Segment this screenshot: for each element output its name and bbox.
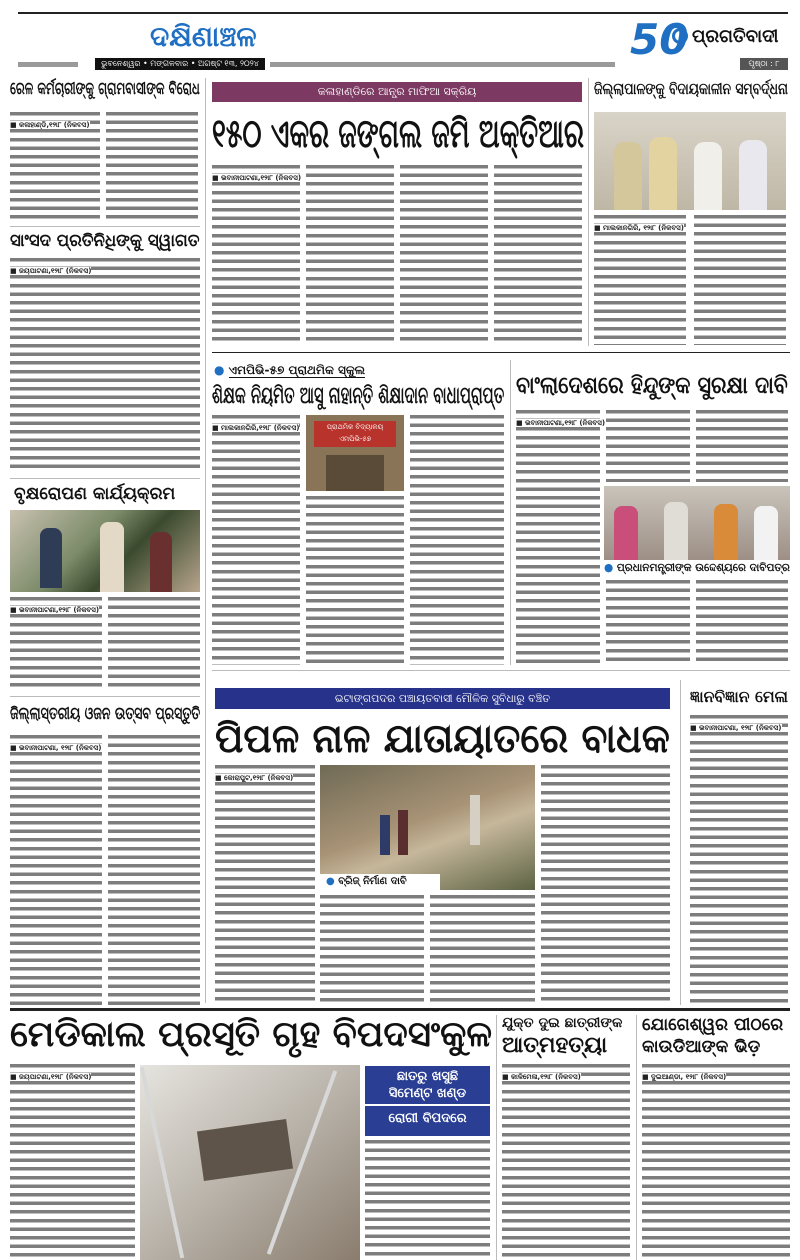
tree-headline: ବୃକ୍ଷରୋପଣ କାର୍ଯ୍ୟକ୍ରମ: [14, 484, 176, 504]
stream-caption: [320, 874, 440, 890]
bangladesh-body-col3: [696, 410, 788, 482]
person-figure: [714, 504, 738, 560]
bangladesh-body-col5: [696, 580, 788, 665]
stream-headline: ପିପଳ ନାଳ ଯାତାୟାତରେ ବାଧକ: [215, 716, 670, 762]
collector-headline: ଜିଲ୍ଲାପାଳଙ୍କୁ ବିଦାୟକାଳୀନ ସମ୍ବର୍ଦ୍ଧନା: [594, 79, 788, 98]
forest-body-col3: [400, 165, 488, 345]
stream-kicker: ଭଟାଙ୍ଗପଦର ପଞ୍ଚାୟତବାସୀ ମୌଳିକ ସୁବିଧାରୁ ବଞ୍ଚିତ: [215, 688, 670, 709]
medical-byline: ■ ଜୟପାଟଣା,୧୨ା୮ (ନିକବସ): [10, 1073, 92, 1081]
tree-planting-photo: [10, 510, 200, 592]
box-line3: ରୋଗୀ ବିପଦରେ: [365, 1104, 490, 1127]
bangladesh-body-col4: [606, 580, 690, 665]
forest-headline: ୧୫୦ ଏକର ଜଙ୍ଗଲ ଜମି ଅକ୍ତିଆର: [212, 111, 584, 157]
ceiling-damage-photo: [140, 1065, 360, 1260]
column-divider: [510, 360, 511, 665]
stream-body-col1: [215, 765, 315, 1005]
mp-headline: ସାଂସଦ ପ୍ରତିନିଧିଙ୍କୁ ସ୍ୱାଗତ: [10, 231, 200, 251]
school-door: [326, 455, 384, 491]
section-title: ଦକ୍ଷିଣାଞ୍ଚଳ: [150, 20, 257, 53]
teacher-body-col1: [212, 415, 300, 665]
box-line2: ସିମେଣ୍ଟ ଖଣ୍ଡ: [388, 1086, 467, 1101]
date-bar-left: [18, 62, 78, 67]
bullet-icon: ●: [604, 561, 617, 574]
collector-body-col2: [694, 215, 786, 345]
teacher-body-col2: [306, 496, 404, 666]
tree-body-col1: [10, 597, 102, 689]
stream-body-col3: [430, 895, 535, 1005]
teacher-byline: ■ ମାଲକାନଗିରି,୧୨ା୮ (ନିକବସ): [212, 424, 300, 432]
date-bar-right: [270, 62, 615, 67]
divider: [212, 670, 790, 671]
stream-caption-text: ବ୍ରିଜ୍ ନିର୍ମାଣ ଦାବି: [338, 876, 407, 887]
protest-photo: [604, 486, 790, 560]
school-photo: [306, 415, 404, 491]
logo-anniversary-badge: 50: [630, 15, 689, 64]
divider: [10, 696, 200, 697]
protest-caption-text: ପ୍ରଧାନମନ୍ତ୍ରୀଙ୍କ ଉଦ୍ଦେଶ୍ୟରେ ଦାବିପତ୍ର: [616, 561, 790, 574]
person-figure: [470, 795, 480, 845]
festival-byline: ■ ଭବାନୀପାଟଣା, ୧୨ା୮ (ନିକବସ): [10, 744, 102, 752]
dateline: ଭୁବନେଶ୍ୱର • ମଙ୍ଗଳବାର • ଅଗଷ୍ଟ ୧୩, ୨୦୨୪: [95, 58, 265, 70]
ceiling-rail: [140, 1067, 184, 1259]
science-body: [690, 715, 788, 1005]
festival-body-col2: [108, 735, 200, 1005]
protest-caption: [604, 562, 790, 574]
bangladesh-body-col1: [516, 410, 606, 665]
collector-byline: ■ ମାଲକାନଗିରି, ୧୨ା୮ (ନିକବସ): [594, 224, 684, 232]
medical-headline: ମେଡିକାଲ ପ୍ରସୂତି ଗୃହ ବିପଦସଂକୁଳ: [10, 1014, 492, 1055]
logo-emblem-icon: [672, 28, 688, 44]
bangladesh-body-col2: [606, 410, 690, 482]
school-sign: ପ୍ରାଥମିକ ବିଦ୍ୟାଳୟ ଏମପିଭି-୫୭: [314, 421, 396, 447]
suicide-headline-line1: ଯୁକ୍ତ ଦୁଇ ଛାତ୍ରୀଙ୍କ: [502, 1015, 623, 1031]
temple-byline: ■ ଦୁଇଆଣ୍ଡା, ୧୨ା୮ (ନିକବସ): [642, 1073, 727, 1081]
person-figure: [694, 142, 722, 210]
bangladesh-headline: ବାଂଲାଦେଶରେ ହିନ୍ଦୁଙ୍କ ସୁରକ୍ଷା ଦାବି: [516, 371, 788, 399]
box-line1: ଛାତରୁ ଖସୁଛି: [396, 1069, 459, 1084]
medical-body-col1: [10, 1064, 135, 1260]
column-divider: [680, 680, 681, 1005]
stream-photo: [320, 765, 535, 890]
science-headline: ଜ୍ଞାନବିଜ୍ଞାନ ମେଳା: [690, 687, 788, 706]
bullet-icon: ●: [214, 363, 229, 377]
stream-body-col2: [320, 895, 424, 1005]
teacher-kicker: [214, 364, 504, 377]
person-figure: [614, 142, 642, 210]
person-figure: [380, 815, 390, 855]
stream-byline: ■ କୋରାପୁଟ,୧୨ା୮ (ନିକବସ): [215, 774, 294, 782]
forest-body-col2: [306, 165, 394, 345]
rail-headline: ରେଳ କର୍ମଚାରୀଙ୍କୁ ଗ୍ରାମବାସୀଙ୍କ ବିରୋଧ: [10, 79, 200, 99]
person-figure: [398, 810, 408, 855]
temple-headline-line1: ଯୋଗେଶ୍ୱର ପୀଠରେ: [642, 1015, 784, 1035]
festival-body-col1: [10, 735, 102, 1005]
forest-byline: ■ ଭବାନୀପାଟଣା,୧୨ା୮ (ନିକବସ): [212, 174, 302, 182]
person-figure: [40, 528, 62, 588]
bangladesh-byline: ■ ଭବାନୀପାଟଣା,୧୨ା୮ (ନିକବସ): [516, 419, 606, 427]
top-rule: [18, 12, 788, 14]
stream-body-col4: [541, 765, 670, 1005]
person-figure: [664, 502, 688, 560]
temple-body: [642, 1064, 790, 1260]
medical-highlight-box: [365, 1066, 490, 1136]
medical-body-col2: [365, 1140, 490, 1260]
mp-body: [10, 258, 200, 473]
collector-photo: [594, 112, 786, 210]
person-figure: [739, 140, 767, 210]
column-divider: [205, 78, 206, 1003]
mp-byline: ■ ଜୟପାଟଣା,୧୨ା୮ (ନିକବସ): [10, 267, 92, 275]
forest-body-col1: [212, 165, 300, 345]
teacher-headline: ଶିକ୍ଷକ ନିୟମିତ ଆସୁ ନାହାନ୍ତି ଶିକ୍ଷାଦାନ ବାଧାପ୍ରାପ୍ତ: [212, 381, 505, 409]
ceiling-hole: [197, 1119, 293, 1181]
tree-body-col2: [108, 597, 200, 689]
suicide-headline-line2: ଆତ୍ମହତ୍ୟା: [502, 1033, 608, 1058]
bullet-icon: ●: [326, 876, 339, 887]
forest-kicker: କଳାହାଣ୍ଡିରେ ଆନ୍ଧ୍ର ମାଫିଆ ସକ୍ରିୟ: [212, 82, 582, 102]
person-figure: [649, 137, 677, 210]
column-divider: [636, 1015, 637, 1260]
column-divider: [588, 78, 589, 346]
person-figure: [100, 522, 124, 592]
rail-body-col1: [10, 112, 100, 222]
page-number: ପୃଷ୍ଠା : ୮: [740, 58, 788, 70]
column-divider: [496, 1015, 497, 1260]
festival-headline: ଜିଲ୍ଲାସ୍ତରୀୟ ଓଜନ ଉତ୍ସବ ପ୍ରସ୍ତୁତି: [10, 704, 201, 724]
bottom-section-rule: [10, 1008, 790, 1011]
divider: [10, 226, 200, 227]
suicide-byline: ■ କାଳିମେଳା,୧୨ା୮ (ନିକବସ): [502, 1073, 581, 1081]
person-figure: [614, 506, 638, 560]
teacher-body-col3: [410, 415, 504, 665]
rail-byline: ■ କଳାହାଣ୍ଡି,୧୨ା୮ (ନିକବସ): [10, 121, 90, 129]
divider: [10, 478, 200, 479]
science-byline: ■ ଭବାନୀପାଟଣା, ୧୨ା୮ (ନିକବସ): [690, 724, 782, 732]
temple-headline-line2: କାଉଡିଆଙ୍କ ଭିଡ଼: [642, 1037, 761, 1057]
tree-byline: ■ ଭବାନୀପାଟଣା,୧୨ା୮ (ନିକବସ): [10, 606, 100, 614]
forest-body-col4: [494, 165, 582, 345]
logo: ପ୍ରଗତିବାଦୀ: [692, 26, 779, 47]
person-figure: [754, 506, 778, 560]
teacher-kicker-text: ଏମପିଭି-୫୭ ପ୍ରାଥମିକ ସ୍କୁଲ: [228, 363, 366, 377]
rail-body-col2: [106, 112, 198, 222]
divider: [212, 352, 790, 353]
suicide-body: [502, 1064, 630, 1260]
collector-body-col1: [594, 215, 686, 345]
person-figure: [150, 532, 172, 592]
